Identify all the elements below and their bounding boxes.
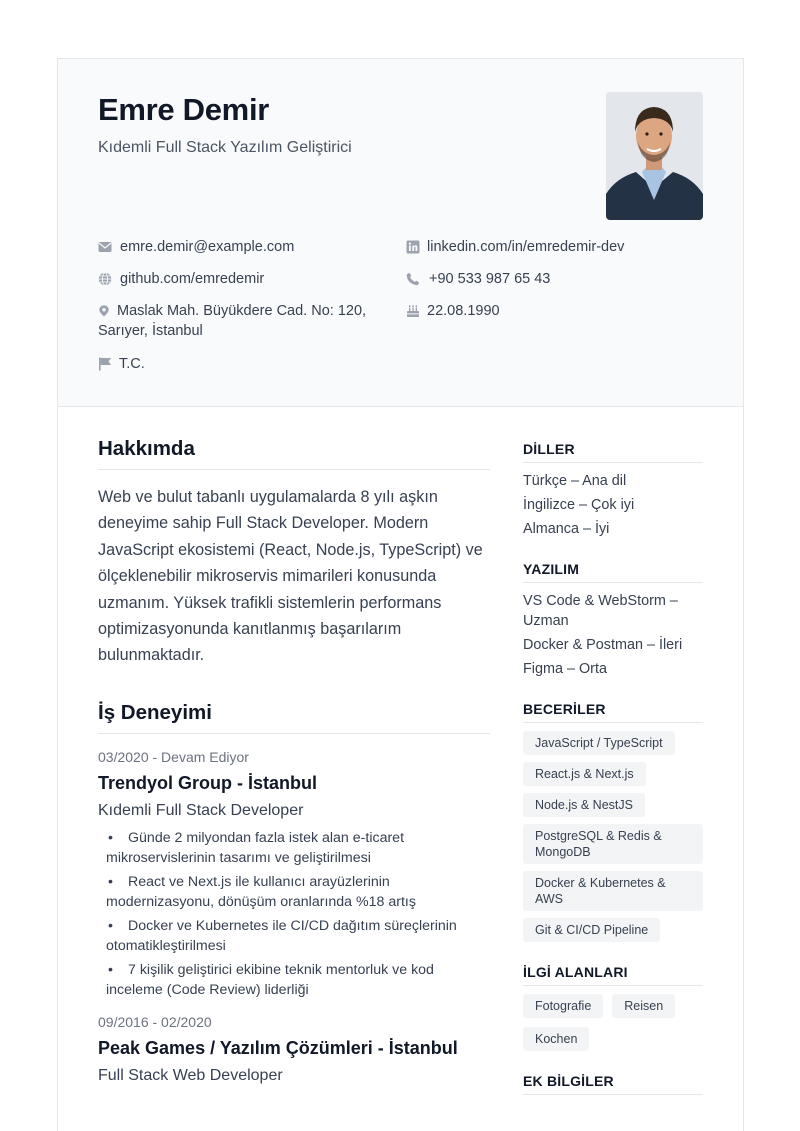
job-entry: [98, 1014, 490, 1085]
contact-nationality-text: T.C.: [119, 356, 145, 372]
flag-icon: [98, 357, 112, 371]
languages-heading: DİLLER: [523, 441, 703, 463]
profile-photo: [606, 92, 703, 220]
software-item: VS Code & WebStorm – Uzman: [523, 593, 678, 629]
language-item: Türkçe – Ana dil: [523, 473, 627, 489]
candidate-name: Emre Demir: [98, 92, 270, 127]
contact-address: [98, 301, 383, 341]
birthday-cake-icon: [406, 304, 420, 318]
map-pin-icon: [98, 304, 110, 318]
contact-birthdate: [406, 301, 706, 321]
job-role: Full Stack Web Developer: [98, 1066, 283, 1084]
skill-tag: Docker & Kubernetes & AWS: [523, 871, 703, 911]
section-title-about: Hakkımda: [98, 437, 490, 470]
contact-github: [98, 269, 388, 289]
contact-linkedin: [406, 237, 706, 257]
envelope-icon: [98, 240, 112, 254]
linkedin-icon: [406, 240, 420, 254]
contact-address-text: Maslak Mah. Büyükdere Cad. No: 120, Sarıyer, İstanbul: [98, 303, 367, 339]
job-role: Kıdemli Full Stack Developer: [98, 801, 304, 819]
skill-tag: Git & CI/CD Pipeline: [523, 918, 660, 942]
job-bullet-list: [98, 828, 490, 1000]
interests-heading: İLGİ ALANLARI: [523, 964, 703, 986]
section-title-experience: İş Deneyimi: [98, 701, 490, 734]
contact-birthdate-text: 22.08.1990: [427, 303, 500, 319]
software-heading: YAZILIM: [523, 561, 703, 583]
main-column: [98, 437, 490, 1085]
about-text: Web ve bulut tabanlı uygulamalarda 8 yılı aşkın deneyime sahip Full Stack Developer. Modern JavaScript ekosistemi (React, Node.js, TypeScript) ve ölçeklenebilir mikroservis mimarileri konusunda uzmanım. Yüksek trafikli sistemlerin performans optimizasyonunda kanıtlanmış başarılarım bulunmaktadır.: [98, 488, 483, 665]
job-date: 03/2020 - Devam Ediyor: [98, 748, 249, 765]
interest-tag: Fotografie: [523, 994, 603, 1018]
language-item: İngilizce – Çok iyi: [523, 497, 635, 513]
software-item: Docker & Postman – İleri: [523, 637, 683, 653]
resume-sheet: [57, 58, 744, 1131]
skill-tag: JavaScript / TypeScript: [523, 731, 675, 755]
contact-email-text: emre.demir@example.com: [120, 239, 295, 255]
extra-info-heading: EK BİLGİLER: [523, 1073, 703, 1095]
phone-icon: [406, 272, 420, 286]
resume-header: [58, 59, 743, 407]
job-company: Peak Games / Yazılım Çözümleri - İstanbul: [98, 1037, 458, 1058]
interest-tag: Kochen: [523, 1027, 589, 1051]
skills-section: [523, 701, 703, 942]
skills-tags: [523, 731, 703, 942]
interest-tag: Reisen: [612, 994, 675, 1018]
sidebar-column: [523, 441, 703, 1117]
candidate-title: Kıdemli Full Stack Yazılım Geliştirici: [98, 139, 352, 156]
globe-icon: [98, 272, 112, 286]
job-bullet: • Docker ve Kubernetes ile CI/CD dağıtım süreçlerinin otomatikleştirilmesi: [106, 916, 490, 956]
skill-tag: PostgreSQL & Redis & MongoDB: [523, 824, 703, 864]
skill-tag: React.js & Next.js: [523, 762, 646, 786]
contact-email: [98, 237, 388, 257]
skill-tag: Node.js & NestJS: [523, 793, 645, 817]
job-bullet: • React ve Next.js ile kullanıcı arayüzlerinin modernizasyonu, dönüşüm oranlarında %18 artış: [106, 872, 490, 912]
contact-phone-text: +90 533 987 65 43: [429, 271, 551, 287]
languages-section: [523, 441, 703, 539]
contact-nationality: [98, 354, 298, 374]
profile-photo-illustration: [606, 92, 703, 220]
interests-tags: [523, 994, 703, 1051]
job-entry: [98, 749, 490, 1000]
job-bullet: • 7 kişilik geliştirici ekibine teknik mentorluk ve kod inceleme (Code Review) liderliği: [106, 960, 490, 1000]
software-section: [523, 561, 703, 679]
job-company: Trendyol Group - İstanbul: [98, 772, 318, 793]
software-item: Figma – Orta: [523, 661, 607, 677]
job-bullet: • Günde 2 milyondan fazla istek alan e-ticaret mikroservislerinin tasarımı ve geliştirilmesi: [106, 828, 490, 868]
job-date: 09/2016 - 02/2020: [98, 1013, 212, 1030]
contact-phone: [406, 269, 706, 289]
language-item: Almanca – İyi: [523, 521, 610, 537]
extra-info-section: [523, 1073, 703, 1095]
contact-github-text: github.com/emredemir: [120, 271, 265, 287]
interests-section: [523, 964, 703, 1051]
skills-heading: BECERİLER: [523, 701, 703, 723]
contact-linkedin-text: linkedin.com/in/emredemir-dev: [427, 239, 625, 255]
